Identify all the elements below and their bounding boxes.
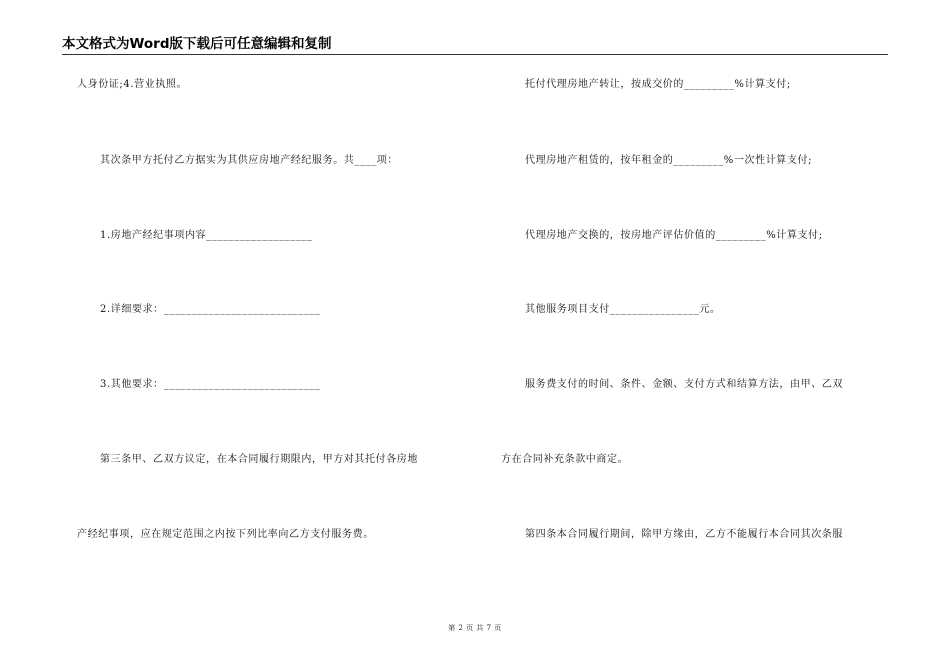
right-line-7: 第四条本合同履行期间，除甲方缘由，乙方不能履行本合同其次条服 xyxy=(525,529,843,540)
left-line-1: 人身份证;4.营业执照。 xyxy=(77,79,188,90)
left-line-5: 3.其他要求：____________________________ xyxy=(100,379,321,390)
right-line-6: 方在合同补充条款中商定。 xyxy=(501,454,629,465)
left-line-2: 其次条甲方托付乙方据实为其供应房地产经纪服务。共____项： xyxy=(100,155,398,166)
right-line-1: 托付代理房地产转让，按成交价的_________%计算支付; xyxy=(525,79,791,90)
document-header-title: 本文格式为Word版下载后可任意编辑和复制 xyxy=(62,36,332,52)
left-line-3: 1.房地产经纪事项内容___________________ xyxy=(100,230,313,241)
right-line-5: 服务费支付的时间、条件、金额、支付方式和结算方法，由甲、乙双 xyxy=(525,379,843,390)
page-number-footer: 第 2 页 共 7 页 xyxy=(448,624,502,632)
left-line-4: 2.详细要求：____________________________ xyxy=(100,304,321,315)
right-line-4: 其他服务项目支付________________元。 xyxy=(525,304,721,315)
right-line-3: 代理房地产交换的，按房地产评估价值的_________%计算支付; xyxy=(525,230,823,241)
page-header xyxy=(62,36,888,55)
left-line-7: 产经纪事项，应在规定范围之内按下列比率向乙方支付服务费。 xyxy=(77,529,374,540)
right-line-2: 代理房地产租赁的，按年租金的_________%一次性计算支付; xyxy=(525,155,813,166)
left-line-6: 第三条甲、乙双方议定，在本合同履行期限内，甲方对其托付各房地 xyxy=(100,454,418,465)
